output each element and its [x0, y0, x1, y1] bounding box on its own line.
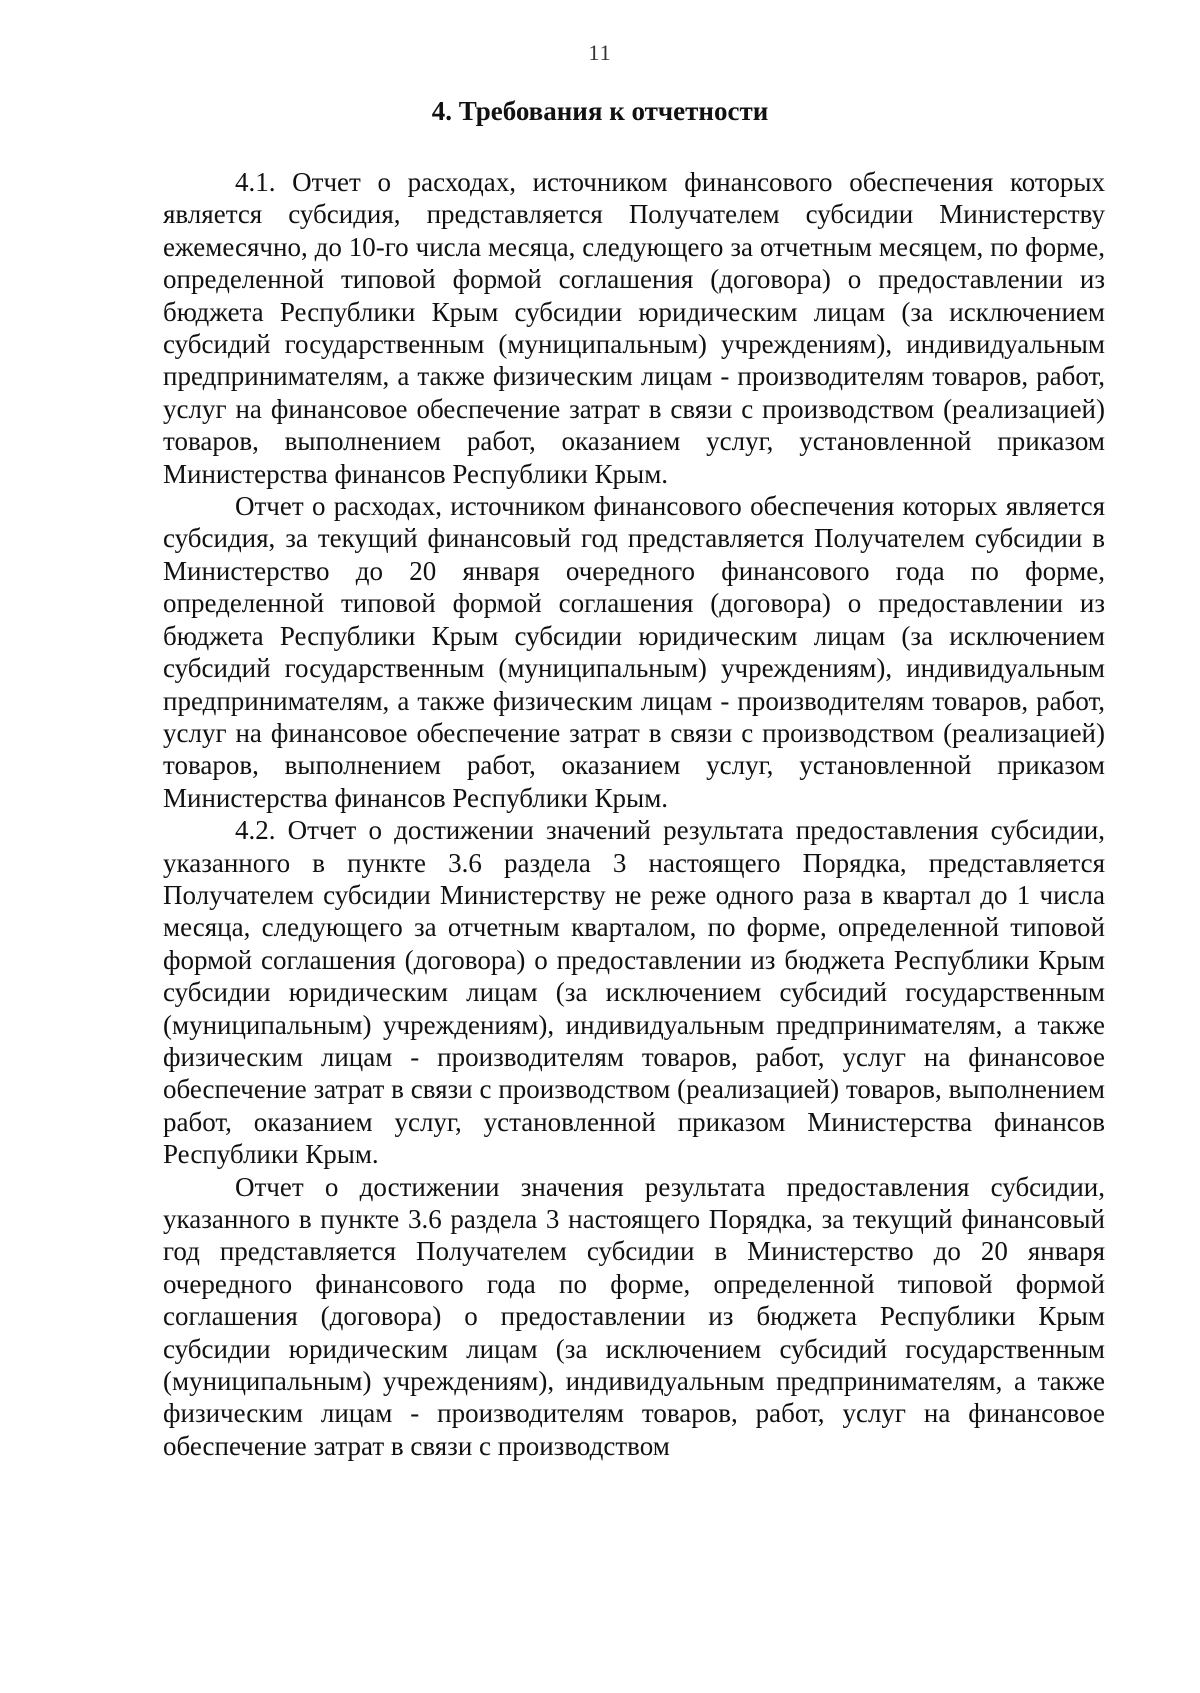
section-heading: 4. Требования к отчетности [431, 96, 769, 126]
page-number: 11 [588, 40, 612, 65]
paragraph-4-2: 4.2. Отчет о достижении значений результата предоставления субсидии, указанного в пункте 3.6 раздела 3 настоящего Порядка, представляется Получателем субсидии Министерству не реже одного раза в квартал до 1 числа месяца, следующего за отчетным кварталом, по форме, определенной типовой формой соглашения (договора) о предоставлении из бюджета Республики Крым субсидии юридическим лицам (за исключением субсидий государственным (муниципальным) учреждениям), индивидуальным предпринимателям, а также физическим лицам - производителям товаров, работ, услуг на финансовое обеспечение затрат в связи с производством (реализацией) товаров, выполнением работ, оказанием услуг, установленной приказом Министерства финансов Республики Крым. [163, 815, 1105, 1170]
paragraph-annual-result-report: Отчет о достижении значения результата предоставления субсидии, указанного в пункте 3.6 раздела 3 настоящего Порядка, за текущий финансовый год представляется Получателем субсидии в Министерство до 20 января очередного финансового года по форме, определенной типовой формой соглашения (договора) о предоставлении из бюджета Республики Крым субсидии юридическим лицам (за исключением субсидий государственным (муниципальным) учреждениям), индивидуальным предпринимателям, а также физическим лицам - производителям товаров, работ, услуг на финансовое обеспечение затрат в связи с производством [163, 1171, 1105, 1461]
paragraph-4-1: 4.1. Отчет о расходах, источником финансового обеспечения которых является субсидия, представляется Получателем субсидии Министерству ежемесячно, до 10-го числа месяца, следующего за отчетным месяцем, по форме, определенной типовой формой соглашения (договора) о предоставлении из бюджета Республики Крым субсидии юридическим лицам (за исключением субсидий государственным (муниципальным) учреждениям), индивидуальным предпринимателям, а также физическим лицам - производителям товаров, работ, услуг на финансовое обеспечение затрат в связи с производством (реализацией) товаров, выполнением работ, оказанием услуг, установленной приказом Министерства финансов Республики Крым. [163, 167, 1105, 489]
document-body [163, 166, 1105, 1462]
paragraph-annual-expense-report: Отчет о расходах, источником финансового обеспечения которых является субсидия, за текущий финансовый год представляется Получателем субсидии в Министерство до 20 января очередного финансового года по форме, определенной типовой формой соглашения (договора) о предоставлении из бюджета Республики Крым субсидии юридическим лицам (за исключением субсидий государственным (муниципальным) учреждениям), индивидуальным предпринимателям, а также физическим лицам - производителям товаров, работ, услуг на финансовое обеспечение затрат в связи с производством (реализацией) товаров, выполнением работ, оказанием услуг, установленной приказом Министерства финансов Республики Крым. [163, 491, 1105, 813]
